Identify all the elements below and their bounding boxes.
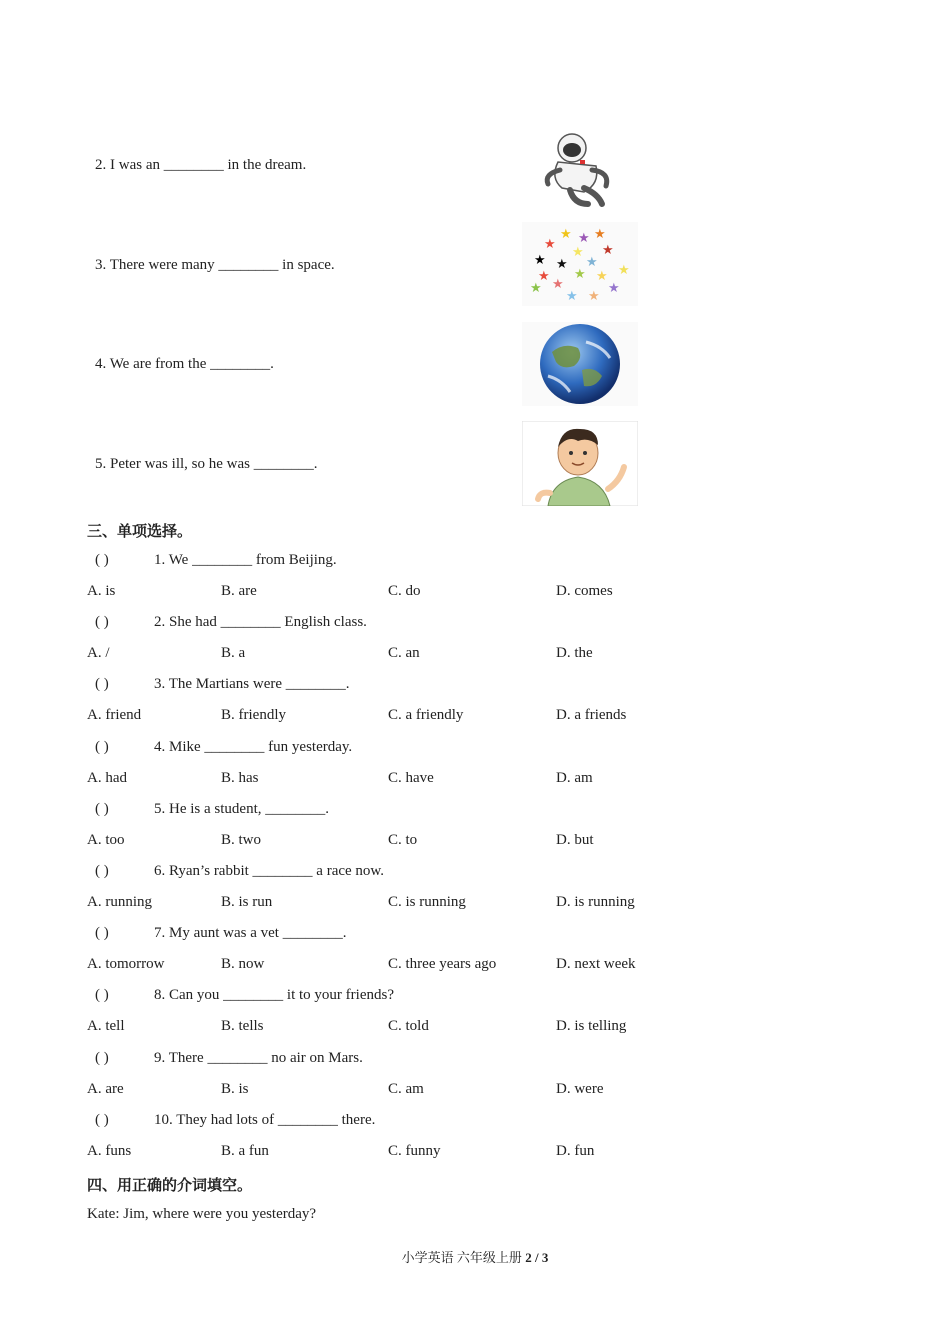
page-total: 3 bbox=[541, 1250, 549, 1265]
question-stem: 5. He is a student, ________. bbox=[154, 800, 329, 817]
picture-question-5: 5. Peter was ill, so he was ________. bbox=[95, 456, 318, 472]
option-d: D. fun bbox=[556, 1142, 595, 1159]
section-title-3: 三、单项选择。 bbox=[87, 522, 193, 540]
answer-paren: ( ) bbox=[95, 614, 109, 631]
option-c: C. have bbox=[388, 769, 434, 786]
option-d: D. comes bbox=[556, 583, 613, 599]
option-a: A. are bbox=[87, 1080, 124, 1097]
svg-text:★: ★ bbox=[574, 267, 586, 282]
option-d: D. a friends bbox=[556, 707, 627, 724]
option-b: B. is bbox=[221, 1080, 249, 1097]
svg-text:★: ★ bbox=[530, 281, 542, 296]
option-c: C. funny bbox=[388, 1142, 441, 1159]
answer-paren: ( ) bbox=[95, 552, 109, 568]
question-stem: 9. There ________ no air on Mars. bbox=[154, 1049, 363, 1066]
option-b: B. tells bbox=[221, 1018, 264, 1035]
svg-text:★: ★ bbox=[602, 243, 614, 258]
boy-icon bbox=[522, 421, 638, 506]
question-stem: 4. Mike ________ fun yesterday. bbox=[154, 738, 353, 755]
answer-paren: ( ) bbox=[95, 863, 109, 879]
option-b: B. is run bbox=[221, 894, 273, 910]
option-a: A. running bbox=[87, 894, 152, 910]
footer-text: 小学英语 六年级上册 bbox=[401, 1250, 526, 1265]
svg-text:★: ★ bbox=[544, 237, 556, 252]
question-stem: 10. They had lots of ________ there. bbox=[154, 1111, 376, 1128]
picture-question-4: 4. We are from the ________. bbox=[95, 356, 274, 372]
answer-paren: ( ) bbox=[95, 800, 109, 817]
svg-text:★: ★ bbox=[534, 253, 546, 268]
question-stem: 2. She had ________ English class. bbox=[154, 614, 367, 631]
svg-text:★: ★ bbox=[566, 289, 578, 304]
dialogue-line: Kate: Jim, where were you yesterday? bbox=[87, 1206, 317, 1222]
astronaut-icon bbox=[540, 126, 618, 208]
option-d: D. next week bbox=[556, 956, 636, 973]
svg-text:★: ★ bbox=[608, 281, 620, 296]
option-d: D. the bbox=[556, 645, 593, 662]
option-c: C. do bbox=[388, 583, 421, 599]
svg-text:★: ★ bbox=[578, 231, 590, 246]
option-c: C. is running bbox=[388, 894, 466, 910]
option-c: C. to bbox=[388, 831, 418, 848]
option-b: B. now bbox=[221, 956, 265, 973]
svg-text:★: ★ bbox=[596, 269, 608, 284]
option-d: D. is telling bbox=[556, 1018, 627, 1035]
option-a: A. tomorrow bbox=[87, 956, 165, 973]
svg-text:★: ★ bbox=[594, 227, 606, 242]
question-stem: 7. My aunt was a vet ________. bbox=[154, 925, 347, 942]
picture-question-3: 3. There were many ________ in space. bbox=[95, 257, 335, 273]
svg-text:★: ★ bbox=[560, 227, 572, 242]
option-c: C. told bbox=[388, 1018, 429, 1035]
question-stem: 6. Ryan’s rabbit ________ a race now. bbox=[154, 863, 385, 879]
option-b: B. a fun bbox=[221, 1142, 269, 1159]
option-c: C. a friendly bbox=[388, 707, 464, 724]
option-d: D. is running bbox=[556, 894, 635, 910]
option-c: C. three years ago bbox=[388, 956, 497, 973]
option-b: B. two bbox=[221, 831, 262, 848]
page-footer bbox=[0, 1247, 950, 1266]
page-separator: / bbox=[531, 1250, 542, 1265]
question-stem: 8. Can you ________ it to your friends? bbox=[154, 987, 394, 1004]
stars-icon bbox=[522, 222, 638, 306]
option-b: B. friendly bbox=[221, 707, 286, 724]
svg-text:★: ★ bbox=[618, 263, 630, 278]
option-c: C. am bbox=[388, 1080, 424, 1097]
svg-text:★: ★ bbox=[572, 245, 584, 260]
option-d: D. but bbox=[556, 831, 594, 848]
option-d: D. were bbox=[556, 1080, 604, 1097]
svg-text:★: ★ bbox=[552, 277, 564, 292]
answer-paren: ( ) bbox=[95, 1049, 109, 1066]
question-stem: 1. We ________ from Beijing. bbox=[154, 552, 337, 568]
page-number: 2 bbox=[525, 1250, 532, 1265]
answer-paren: ( ) bbox=[95, 925, 109, 942]
option-a: A. is bbox=[87, 583, 116, 599]
option-d: D. am bbox=[556, 769, 593, 786]
option-b: B. a bbox=[221, 645, 246, 662]
option-b: B. has bbox=[221, 769, 259, 786]
option-a: A. tell bbox=[87, 1018, 125, 1035]
svg-text:★: ★ bbox=[556, 257, 568, 272]
question-stem: 3. The Martians were ________. bbox=[154, 676, 350, 693]
option-c: C. an bbox=[388, 645, 420, 662]
svg-text:★: ★ bbox=[538, 269, 550, 284]
answer-paren: ( ) bbox=[95, 1111, 109, 1128]
svg-text:★: ★ bbox=[588, 289, 600, 304]
picture-question-2: 2. I was an ________ in the dream. bbox=[95, 157, 307, 173]
option-a: A. too bbox=[87, 831, 125, 848]
answer-paren: ( ) bbox=[95, 738, 109, 755]
answer-paren: ( ) bbox=[95, 676, 109, 693]
svg-text:★: ★ bbox=[586, 255, 598, 270]
option-a: A. had bbox=[87, 769, 127, 786]
answer-paren: ( ) bbox=[95, 987, 109, 1004]
option-a: A. funs bbox=[87, 1142, 132, 1159]
earth-icon bbox=[522, 322, 638, 406]
option-a: A. friend bbox=[87, 707, 142, 724]
option-b: B. are bbox=[221, 583, 257, 599]
section-title-4: 四、用正确的介词填空。 bbox=[87, 1176, 253, 1194]
option-a: A. / bbox=[87, 645, 110, 662]
